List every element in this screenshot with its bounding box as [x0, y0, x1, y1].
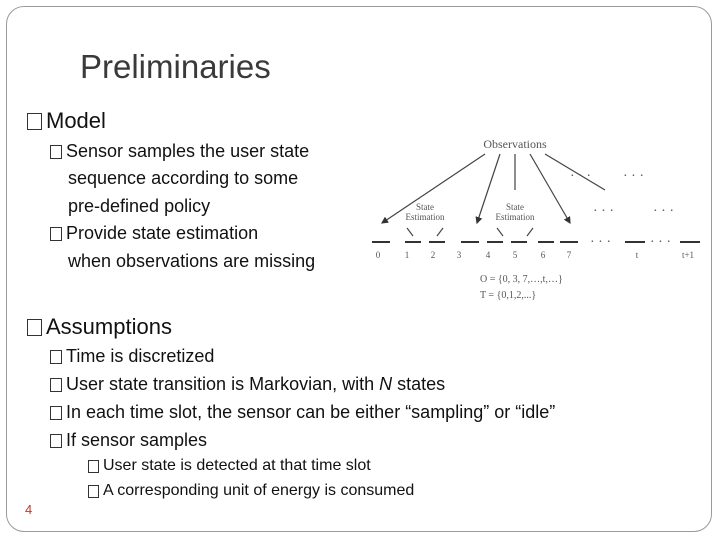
- tick-label: 5: [512, 250, 518, 260]
- ellipsis-2: · · ·: [623, 169, 644, 184]
- model-bullet-1: [50, 141, 309, 162]
- ellipsis-4: · · ·: [653, 204, 674, 219]
- bullet-box-icon: [50, 378, 62, 392]
- bullet-box-icon: [88, 485, 99, 498]
- tick-label: 2: [430, 250, 436, 260]
- tick-label: 4: [485, 250, 491, 260]
- assumption-bullet-1: [50, 346, 214, 367]
- observations-label: Observations: [483, 137, 547, 151]
- tick-label: 3: [456, 250, 462, 260]
- bullet-box-icon: [88, 460, 99, 473]
- tick-label: t+1: [681, 250, 695, 260]
- tick-label: 0: [375, 250, 381, 260]
- assumption-bullet-1-text: Time is discretized: [66, 346, 215, 366]
- tick-label: t: [635, 250, 639, 260]
- assumption-sub-bullet-1-text: User state is detected at that time slot: [103, 457, 371, 474]
- assumption-bullet-3: [50, 402, 555, 423]
- bullet-box-icon: [50, 350, 62, 364]
- slide-title: Preliminaries: [80, 48, 271, 85]
- bullet-box-icon: [27, 319, 42, 336]
- bullet-box-icon: [50, 227, 62, 241]
- assumption-bullet-2: [50, 374, 445, 395]
- state-estimation-label-2-top: State: [506, 202, 524, 212]
- assumption-sub-bullet-1: [88, 457, 371, 475]
- assumptions-heading-row: [27, 314, 172, 340]
- assumption-bullet-3-text: In each time slot, the sensor can be either “sampling” or “idle”: [66, 402, 556, 422]
- bullet-box-icon: [50, 434, 62, 448]
- assumption-bullet-4-text: If sensor samples: [66, 430, 208, 450]
- assumption-bullet-2-text-before: User state transition is Markovian, with: [66, 374, 380, 394]
- ellipsis-3: · · ·: [593, 204, 614, 219]
- state-estimation-label-1-bottom: Estimation: [405, 212, 445, 222]
- ellipsis-5: · · ·: [590, 235, 611, 250]
- ellipsis-1: · · ·: [570, 169, 591, 184]
- bullet-box-icon: [50, 406, 62, 420]
- model-heading: Model: [46, 108, 106, 133]
- model-bullet-2-line2: when observations are missing: [68, 251, 316, 271]
- assumption-bullet-2-text-after: states: [392, 374, 446, 394]
- estimation-small-arrows: [407, 228, 533, 236]
- ellipsis-6: · · ·: [650, 235, 671, 250]
- model-bullet-1-line1: Sensor samples the user state: [66, 141, 310, 161]
- assumption-bullet-2-italic: N: [379, 374, 393, 394]
- model-bullet-2: [50, 223, 258, 244]
- assumptions-heading: Assumptions: [46, 314, 172, 339]
- bullet-box-icon: [50, 145, 62, 159]
- assumption-sub-bullet-2: [88, 482, 414, 500]
- state-estimation-label-2-bottom: Estimation: [495, 212, 535, 222]
- model-bullet-2-line1: Provide state estimation: [66, 223, 259, 243]
- bullet-box-icon: [27, 113, 42, 130]
- formula-t: T = {0,1,2,...}: [480, 290, 537, 301]
- model-bullet-1-line2: sequence according to some: [68, 168, 299, 188]
- formula-o: O = {0, 3, 7,…,t,…}: [480, 274, 563, 285]
- model-bullet-1-line3: pre-defined policy: [68, 196, 211, 216]
- timeline-ticks: [376, 250, 694, 260]
- page-number: 4: [25, 502, 33, 517]
- assumption-sub-bullet-2-text: A corresponding unit of energy is consumed: [103, 482, 415, 499]
- tick-label: 1: [404, 250, 410, 260]
- state-estimation-label-1-top: State: [416, 202, 434, 212]
- model-heading-row: [27, 108, 106, 134]
- tick-label: 6: [540, 250, 546, 260]
- tick-label: 7: [566, 250, 572, 260]
- assumption-bullet-4: [50, 430, 207, 451]
- state-estimation-diagram: [355, 120, 707, 310]
